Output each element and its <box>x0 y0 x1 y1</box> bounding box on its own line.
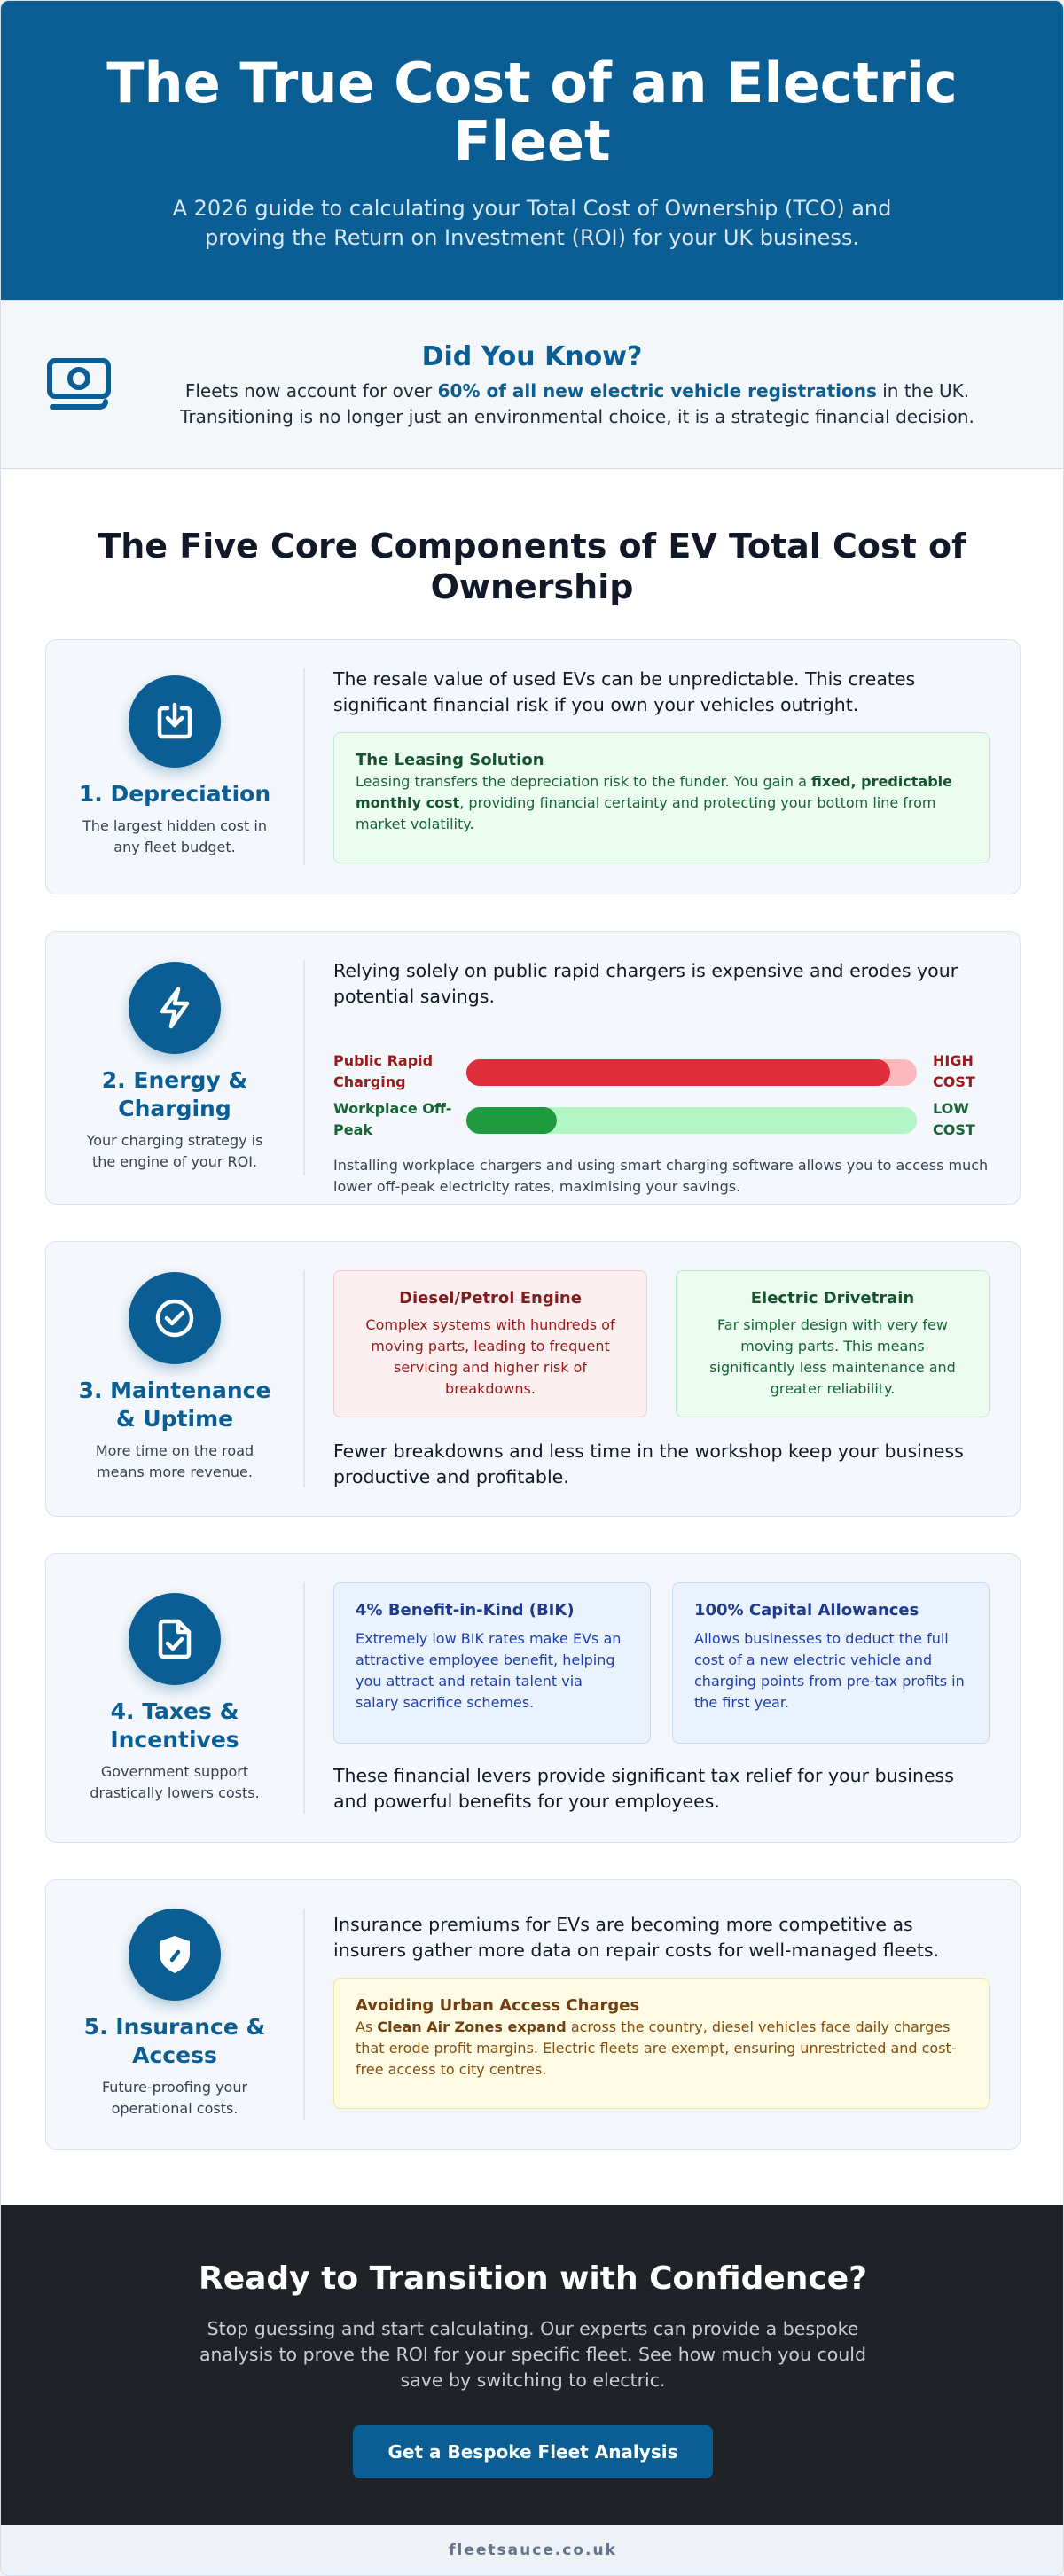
bik-text: Extremely low BIK rates make EVs an attractive employee benefit, helping you attract and retain talent via salary sacrifice schemes. <box>356 1630 622 1711</box>
bar-tag: HIGH COST <box>933 1052 975 1090</box>
ice-engine-title: Diesel/Petrol Engine <box>399 1289 582 1308</box>
page-subtitle: A 2026 guide to calculating your Total Cost of Ownership (TCO) and proving the Return on Investment (ROI) for your UK business. <box>172 196 892 250</box>
site-footer[interactable]: fleetsauce.co.uk <box>1 2525 1064 2576</box>
hero-header <box>1 1 1063 300</box>
bespoke-analysis-button[interactable]: Get a Bespoke Fleet Analysis <box>353 2425 713 2478</box>
bar-track <box>466 1107 917 1134</box>
did-you-know-banner <box>1 300 1063 469</box>
check-circle-icon <box>129 1272 221 1364</box>
card-divider <box>303 1909 305 2120</box>
component-title: 5. Insurance & Access <box>83 2014 266 2068</box>
component-title: 1. Depreciation <box>78 781 271 807</box>
component-title: 4. Taxes & Incentives <box>110 1698 239 1752</box>
lightning-icon <box>129 962 221 1054</box>
ice-engine-text: Complex systems with hundreds of moving parts, leading to frequent servicing and higher risk of breakdowns. <box>365 1316 615 1397</box>
capital-allowances-text: Allows businesses to deduct the full cost of a new electric vehicle and charging points from pre-tax profits in the first year. <box>694 1630 965 1711</box>
card-divider <box>303 668 305 865</box>
card-divider <box>303 1582 305 1814</box>
component-card-insurance <box>45 1879 1021 2150</box>
component-subtitle: Your charging strategy is the engine of your ROI. <box>86 1132 263 1170</box>
urban-access-title: Avoiding Urban Access Charges <box>356 1996 640 2015</box>
component-title: 2. Energy & Charging <box>101 1067 248 1121</box>
electric-drivetrain-text: Far simpler design with very few moving parts. This means significantly less maintenance and greater reliability. <box>709 1316 956 1397</box>
components-section-title: The Five Core Components of EV Total Cost of Ownership <box>98 527 966 606</box>
charging-cost-bar-public <box>333 1049 990 1091</box>
bar-fill <box>466 1059 890 1086</box>
cta-text: Stop guessing and start calculating. Our experts can provide a bespoke analysis to prove the ROI for your specific fleet. See how much you could save by switching to electric. <box>199 2318 866 2391</box>
component-lead-text: Insurance premiums for EVs are becoming more competitive as insurers gather more data on repair costs for well-managed fleets. <box>333 1914 940 1961</box>
did-you-know-title: Did You Know? <box>421 341 643 372</box>
cta-section <box>1 2205 1064 2525</box>
component-lead-text: Relying solely on public rapid chargers is expensive and erodes your potential savings. <box>333 960 958 1007</box>
bar-label: Workplace Off-Peak <box>333 1100 452 1138</box>
capital-allowances-box <box>672 1582 990 1744</box>
bik-title: 4% Benefit-in-Kind (BIK) <box>356 1601 575 1620</box>
electric-drivetrain-box <box>676 1270 990 1417</box>
component-lead-text: The resale value of used EVs can be unpredictable. This creates significant financial risk if you own your vehicles outright. <box>333 668 916 715</box>
capital-allowances-title: 100% Capital Allowances <box>694 1601 919 1620</box>
component-lead-text: These financial levers provide significant tax relief for your business and powerful benefits for your employees. <box>333 1765 954 1812</box>
component-card-maintenance <box>45 1241 1021 1517</box>
component-card-energy <box>45 931 1021 1205</box>
component-card-depreciation <box>45 639 1021 894</box>
component-card-taxes <box>45 1553 1021 1843</box>
urban-access-text: As Clean Air Zones expand across the country, diesel vehicles face daily charges that erode profit margins. Electric fleets are exempt, ensuring unrestricted and cost-free access to city centres. <box>356 2018 957 2078</box>
did-you-know-text: Fleets now account for over 60% of all new electric vehicle registrations in the UK. Transitioning is no longer just an environmental choice, it is a strategic financial decision. <box>180 380 974 427</box>
bar-track <box>466 1059 917 1086</box>
bik-box <box>333 1582 651 1744</box>
urban-access-box <box>333 1978 990 2109</box>
bar-fill <box>466 1107 557 1134</box>
electric-drivetrain-title: Electric Drivetrain <box>750 1289 915 1308</box>
component-title: 3. Maintenance & Uptime <box>78 1378 271 1432</box>
cta-title: Ready to Transition with Confidence? <box>198 2260 868 2297</box>
leasing-solution-text: Leasing transfers the depreciation risk to the funder. You gain a fixed, predictable monthly cost, providing financial certainty and protecting your bottom line from market volatility. <box>356 773 952 832</box>
did-you-know-highlight: 60% of all new electric vehicle registrations <box>437 380 877 402</box>
bar-tag: LOW COST <box>933 1100 975 1138</box>
component-subtitle: Future-proofing your operational costs. <box>101 2079 248 2117</box>
component-subtitle: Government support drastically lowers costs. <box>90 1763 260 1801</box>
page-title: The True Cost of an Electric Fleet <box>106 51 958 174</box>
card-divider <box>303 1270 305 1487</box>
component-subtitle: The largest hidden cost in any fleet budget. <box>82 817 267 855</box>
charging-note: Installing workplace chargers and using smart charging software allows you to access much lower off-peak electricity rates, maximising your savings. <box>333 1157 989 1195</box>
document-check-icon <box>129 1593 221 1685</box>
component-lead-text: Fewer breakdowns and less time in the workshop keep your business productive and profitable. <box>333 1440 964 1487</box>
shield-icon <box>129 1909 221 2001</box>
card-divider <box>303 960 305 1175</box>
charging-cost-bar-workplace <box>333 1097 990 1139</box>
leasing-solution-title: The Leasing Solution <box>356 751 544 769</box>
download-icon <box>129 675 221 768</box>
bar-label: Public Rapid Charging <box>333 1052 434 1090</box>
component-subtitle: More time on the road means more revenue. <box>95 1442 254 1480</box>
ice-engine-box <box>333 1270 647 1417</box>
leasing-solution-box <box>333 732 990 863</box>
